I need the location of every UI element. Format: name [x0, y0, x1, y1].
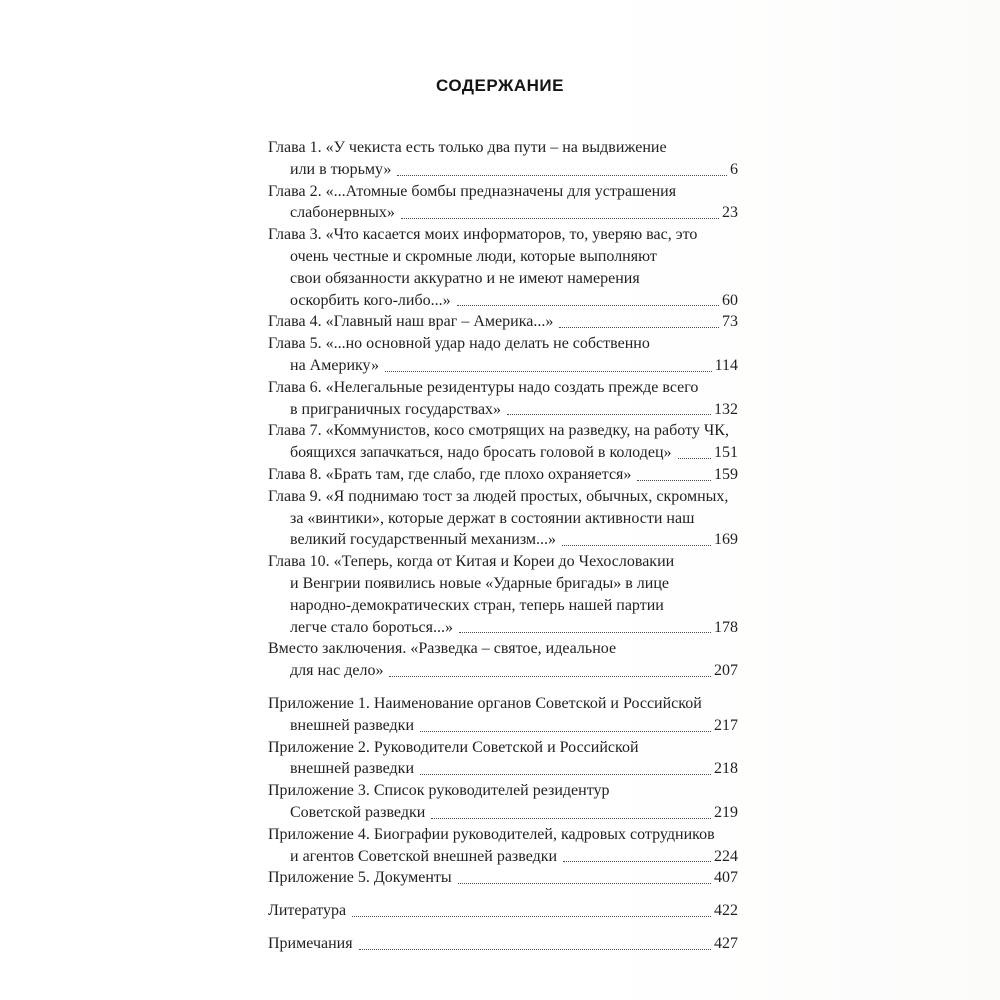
toc-entry-line: оскорбить кого-либо...»	[290, 291, 451, 309]
bleed-through-text-left	[198, 10, 202, 32]
toc-entry-line: Глава 7. «Коммунистов, косо смотрящих на разведку, на работу ЧК,	[268, 422, 729, 440]
toc-entry-line: Глава 10. «Теперь, когда от Китая и Кореи до Чехословакии	[268, 553, 675, 571]
toc-entry-line: внешней разведки	[290, 716, 415, 734]
page-number: 6	[730, 160, 738, 178]
page-number: 217	[714, 716, 738, 734]
toc-entry	[268, 824, 738, 868]
toc-entry-line: Вместо заключения. «Разведка – святое, идеальное	[268, 640, 617, 658]
page-number: 159	[714, 465, 738, 483]
page-number: 224	[714, 847, 738, 865]
toc-entry-line: слабонервных»	[290, 204, 395, 222]
page-number: 207	[714, 662, 738, 680]
toc-entry-line: Советской разведки	[290, 803, 426, 821]
toc-entry	[268, 486, 738, 551]
dot-leader	[459, 632, 711, 633]
toc-entry-line: Глава 9. «Я поднимаю тост за людей простых, обычных, скромных,	[268, 487, 729, 505]
page-number: 407	[714, 869, 738, 887]
page-number: 23	[722, 204, 738, 222]
toc-entry-line: Приложение 3. Список руководителей резидентур	[268, 782, 610, 800]
dot-leader	[397, 175, 727, 176]
toc-entry-line: внешней разведки	[290, 760, 415, 778]
dot-leader	[507, 414, 711, 415]
page-number: 114	[714, 356, 738, 374]
dot-leader	[385, 371, 712, 372]
dot-leader	[563, 861, 711, 862]
dot-leader	[420, 774, 711, 775]
dot-leader	[352, 916, 711, 917]
toc-entry	[268, 867, 738, 889]
toc-entry-line: и Венгрии появились новые «Ударные бригады» в лице	[290, 574, 669, 592]
toc-entry-line: очень честные и скромные люди, которые выполняют	[290, 247, 657, 265]
toc-entry	[268, 900, 738, 922]
page-number: 218	[714, 760, 738, 778]
toc-entry	[268, 311, 738, 333]
toc-entry-line: Глава 2. «...Атомные бомбы предназначены для устрашения	[268, 182, 677, 200]
dot-leader	[458, 883, 711, 884]
toc-entry-line: Приложение 1. Наименование органов Советской и Российской	[268, 694, 702, 712]
toc-entry-line: в приграничных государствах»	[290, 400, 502, 418]
toc-entry-line: на Америку»	[290, 356, 379, 374]
toc-entry	[268, 693, 738, 737]
page-title: СОДЕРЖАНИЕ	[436, 76, 564, 95]
page-number: 178	[714, 618, 738, 636]
page-number: 422	[714, 902, 738, 920]
toc-entry	[268, 464, 738, 486]
dot-leader	[678, 458, 711, 459]
page-number: 169	[714, 531, 738, 549]
dot-leader	[457, 305, 719, 306]
dot-leader	[389, 676, 711, 677]
toc-entry-line: Литература	[268, 902, 347, 920]
toc-entry-line: для нас дело»	[290, 662, 384, 680]
dot-leader	[420, 731, 711, 732]
toc-entry-line: великий государственный механизм...»	[290, 531, 557, 549]
toc-entry-line: или в тюрьму»	[290, 160, 392, 178]
toc-entry-line: за «винтики», которые держат в состоянии активности наш	[290, 509, 695, 527]
toc-entry-line: и агентов Советской внешней разведки	[290, 847, 558, 865]
dot-leader	[359, 949, 711, 950]
dot-leader	[431, 818, 711, 819]
toc-entry	[268, 377, 738, 421]
toc-entry-line: Приложение 2. Руководители Советской и Российской	[268, 738, 639, 756]
dot-leader	[562, 545, 711, 546]
toc-entry	[268, 181, 738, 225]
toc-entry	[268, 933, 738, 955]
toc-entry-line: Глава 1. «У чекиста есть только два пути – на выдвижение	[268, 139, 667, 156]
toc-entry	[268, 551, 738, 638]
toc-entry-line: Приложение 5. Документы	[268, 869, 452, 887]
page-number: 132	[714, 400, 738, 418]
toc-entry-line: легче стало бороться...»	[290, 618, 453, 636]
toc-entry	[268, 780, 738, 824]
toc-entry	[268, 137, 738, 181]
toc-entry	[268, 224, 738, 311]
toc-entry	[268, 737, 738, 781]
dot-leader	[637, 480, 711, 481]
page-number: 60	[722, 291, 738, 309]
page-number: 73	[722, 313, 738, 331]
page-number: 427	[714, 934, 738, 952]
toc-entry-line: народно-демократических стран, теперь нашей партии	[290, 596, 664, 614]
toc-entry-line: Приложение 4. Биографии руководителей, кадровых сотрудников	[268, 825, 715, 843]
page-number: 219	[714, 803, 738, 821]
toc-entry-line: Примечания	[268, 934, 353, 952]
toc-entry-line: боящихся запачкаться, надо бросать головой в колодец»	[290, 444, 672, 462]
page-number: 151	[714, 444, 738, 462]
toc-entry-line: Глава 3. «Что касается моих информаторов, то, уверяю вас, это	[268, 226, 698, 244]
toc-entry-line: свои обязанности аккуратно и не имеют намерения	[290, 269, 640, 287]
dot-leader	[559, 327, 719, 328]
toc-entry-line: Глава 5. «...но основной удар надо делать не собственно	[268, 335, 650, 353]
table-of-contents	[268, 137, 738, 955]
toc-entry	[268, 333, 738, 377]
dot-leader	[401, 218, 719, 219]
toc-entry	[268, 420, 738, 464]
toc-entry-line: Глава 6. «Нелегальные резидентуры надо создать прежде всего	[268, 378, 699, 396]
toc-entry-line: Глава 8. «Брать там, где слабо, где плохо охраняется»	[268, 465, 632, 483]
toc-entry	[268, 638, 738, 682]
toc-entry-line: Глава 4. «Главный наш враг – Америка...»	[268, 313, 554, 331]
